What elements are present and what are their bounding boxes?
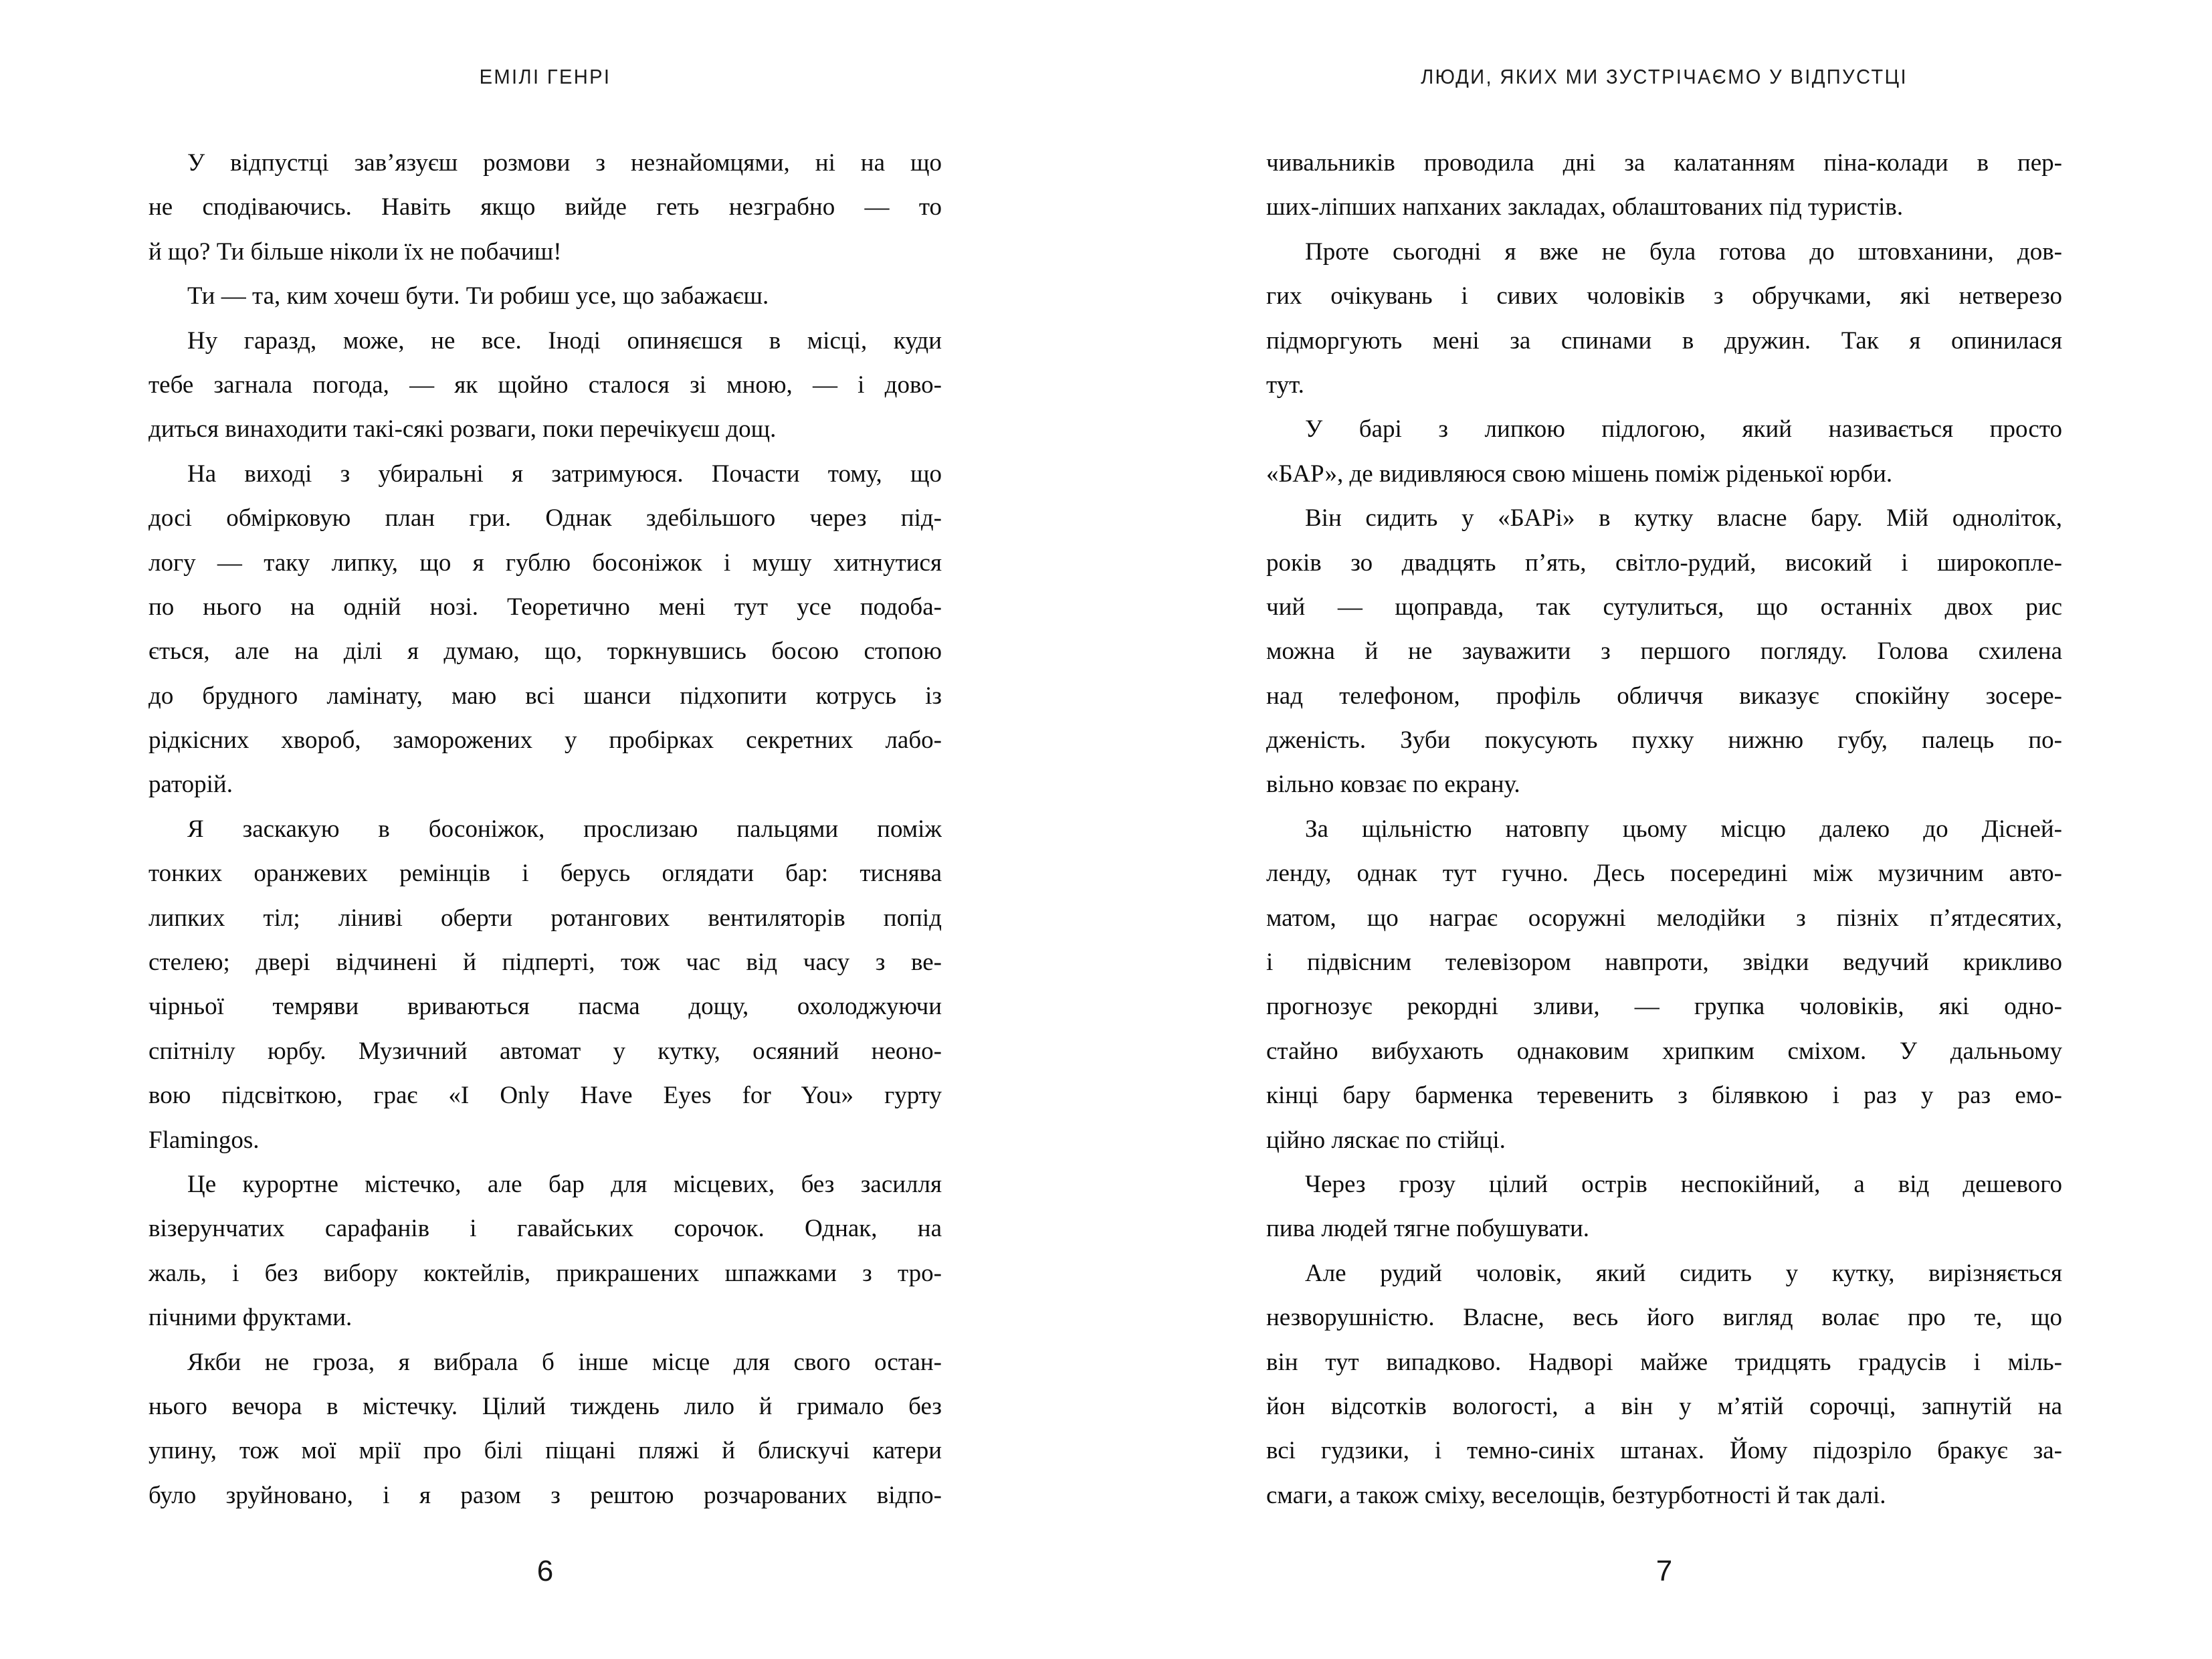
text-line: Це курортне містечко, але бар для місцевих, без засилля <box>187 1170 942 1198</box>
text-line: і підвісним телевізором навпроти, звідки ведучий крикливо <box>1266 949 2062 977</box>
text-line: підморгують мені за спинами в дружин. Так я опинилася <box>1266 326 2062 355</box>
text-line: Я заскакую в босоніжок, прослизаю пальцями поміж <box>187 815 942 843</box>
text-line: прогнозує рекордні зливи, — групка чоловіків, які одно- <box>1266 993 2062 1021</box>
text-line: смаги, а також сміху, веселощів, безтурботності й так далі. <box>1266 1481 1886 1509</box>
text-line: чірньої темряви вриваються пасма дощу, охолоджуючи <box>148 993 942 1021</box>
text-line: незворушністю. Власне, весь його вигляд волає про те, що <box>1266 1304 2062 1332</box>
text-line: логу — таку липку, що я гублю босоніжок і мушу хитнутися <box>148 549 942 577</box>
text-line: спітнілу юрбу. Музичний автомат у кутку, осяяний неоно- <box>148 1037 942 1065</box>
text-line: На виході з убиральні я затримуюся. Почасти тому, що <box>187 460 942 488</box>
right-text-block <box>1266 141 2062 1518</box>
text-line: У барі з липкою підлогою, який називається просто <box>1305 415 2062 444</box>
text-line: Ти — та, ким хочеш бути. Ти робиш усе, що забажаєш. <box>187 282 769 310</box>
text-line: тонких оранжевих ремінців і берусь оглядати бар: тиснява <box>148 860 942 888</box>
text-line: матом, що награє осоружні мелодійки з пізніх п’ятдесятих, <box>1266 904 2062 932</box>
text-line: Але рудий чоловік, який сидить у кутку, вирізняється <box>1305 1259 2062 1287</box>
text-line: ється, але на ділі я думаю, що, торкнувшись босою стопою <box>148 638 942 666</box>
text-line: Якби не гроза, я вибрала б інше місце для свого остан- <box>187 1348 942 1376</box>
text-line: гих очікувань і сивих чоловіків з обручками, які нетверезо <box>1266 282 2062 310</box>
text-line: ших-ліпших напханих закладах, облаштованих під туристів. <box>1266 193 1904 221</box>
right-page-number: 7 <box>1655 1555 1673 1587</box>
text-line: йон відсотків вологості, а він у м’ятій сорочці, запнутій на <box>1266 1392 2062 1420</box>
text-line: рідкісних хвороб, заморожених у пробірках секретних лабо- <box>148 726 942 755</box>
text-line: Ну гаразд, може, не все. Іноді опиняєшся в місці, куди <box>187 326 942 355</box>
text-line: Проте сьогодні я вже не була готова до штовханини, дов- <box>1305 237 2062 266</box>
text-line: вою підсвіткою, грає «I Only Have Eyes for You» гурту <box>148 1082 942 1110</box>
text-line: жаль, і без вибору коктейлів, прикрашених шпажками з тро- <box>148 1259 942 1287</box>
text-line: липких тіл; ліниві оберти ротангових вентиляторів попід <box>148 904 942 932</box>
text-line: У відпустці зав’язуєш розмови з незнайомцями, ні на що <box>187 149 942 177</box>
text-line: візерунчатих сарафанів і гавайських сорочок. Однак, на <box>148 1215 942 1243</box>
text-line: дженість. Зуби покусують пухку нижню губу, палець по- <box>1266 726 2062 755</box>
running-header-author: ЕМІЛІ ГЕНРІ <box>479 65 611 88</box>
text-line: Через грозу цілий острів неспокійний, а від дешевого <box>1305 1170 2062 1198</box>
text-line: чий — щоправда, так сутулиться, що останніх двох рис <box>1266 593 2062 621</box>
text-line: раторій. <box>148 771 233 799</box>
text-line: над телефоном, профіль обличчя виказує спокійну зосере- <box>1266 682 2062 710</box>
text-line: «БАР», де видивляюся свою мішень поміж ріденької юрби. <box>1266 460 1893 488</box>
text-line: тут. <box>1266 371 1304 399</box>
text-line: нього вечора в містечку. Цілий тиждень лило й гримало без <box>148 1392 942 1420</box>
text-line: по нього на одній нозі. Теоретично мені тут усе подоба- <box>148 593 942 621</box>
text-line: досі обмірковую план гри. Однак здебільшого через під- <box>148 504 942 532</box>
text-line: до брудного ламінату, маю всі шанси підхопити котрусь із <box>148 682 942 710</box>
text-line: не сподіваючись. Навіть якщо вийде геть незграбно — то <box>148 193 942 221</box>
text-line: було зруйновано, і я разом з рештою розчарованих відпо- <box>148 1481 942 1509</box>
text-line: стайно вибухають однаковим хрипким сміхом. У дальньому <box>1266 1037 2062 1065</box>
text-line: можна й не зауважити з першого погляду. Голова схилена <box>1266 638 2062 666</box>
text-line: ленду, однак тут гучно. Десь посередині між музичним авто- <box>1266 860 2062 888</box>
text-line: ційно ляскає по стійці. <box>1266 1126 1506 1154</box>
text-line: тебе загнала погода, — як щойно сталося зі мною, — і дово- <box>148 371 942 399</box>
left-page-number: 6 <box>536 1555 554 1587</box>
text-line: За щільністю натовпу цьому місцю далеко до Дісней- <box>1305 815 2062 843</box>
text-line: диться винаходити такі-сякі розваги, поки перечікуєш дощ. <box>148 415 777 444</box>
text-line: стелею; двері відчинені й підперті, тож час від часу з ве- <box>148 949 942 977</box>
text-line: пива людей тягне побушувати. <box>1266 1215 1590 1243</box>
text-line: кінці бару барменка теревенить з білявкою і раз у раз емо- <box>1266 1082 2062 1110</box>
text-line: він тут випадково. Надворі майже тридцять градусів і міль- <box>1266 1348 2062 1376</box>
text-line: вільно ковзає по екрану. <box>1266 771 1520 799</box>
text-line: Він сидить у «БАРі» в кутку власне бару. Мій одноліток, <box>1305 504 2062 532</box>
text-line: чивальників проводила дні за калатанням піна-колади в пер- <box>1266 149 2062 177</box>
text-line: й що? Ти більше ніколи їх не побачиш! <box>148 237 562 266</box>
text-line: всі гудзики, і темно-синіх штанах. Йому підозріло бракує за- <box>1266 1437 2062 1465</box>
text-line: пічними фруктами. <box>148 1304 353 1332</box>
running-header-title: ЛЮДИ, ЯКИХ МИ ЗУСТРІЧАЄМО У ВІДПУСТЦІ <box>1421 65 1908 88</box>
text-line: упину, тож мої мрії про білі піщані пляжі й блискучі катери <box>148 1437 942 1465</box>
left-text-block <box>148 141 942 1518</box>
text-line: Flamingos. <box>148 1126 260 1154</box>
left-page <box>148 0 942 1659</box>
right-page <box>1266 0 2062 1659</box>
text-line: років зо двадцять п’ять, світло-рудий, високий і широкопле- <box>1266 549 2062 577</box>
